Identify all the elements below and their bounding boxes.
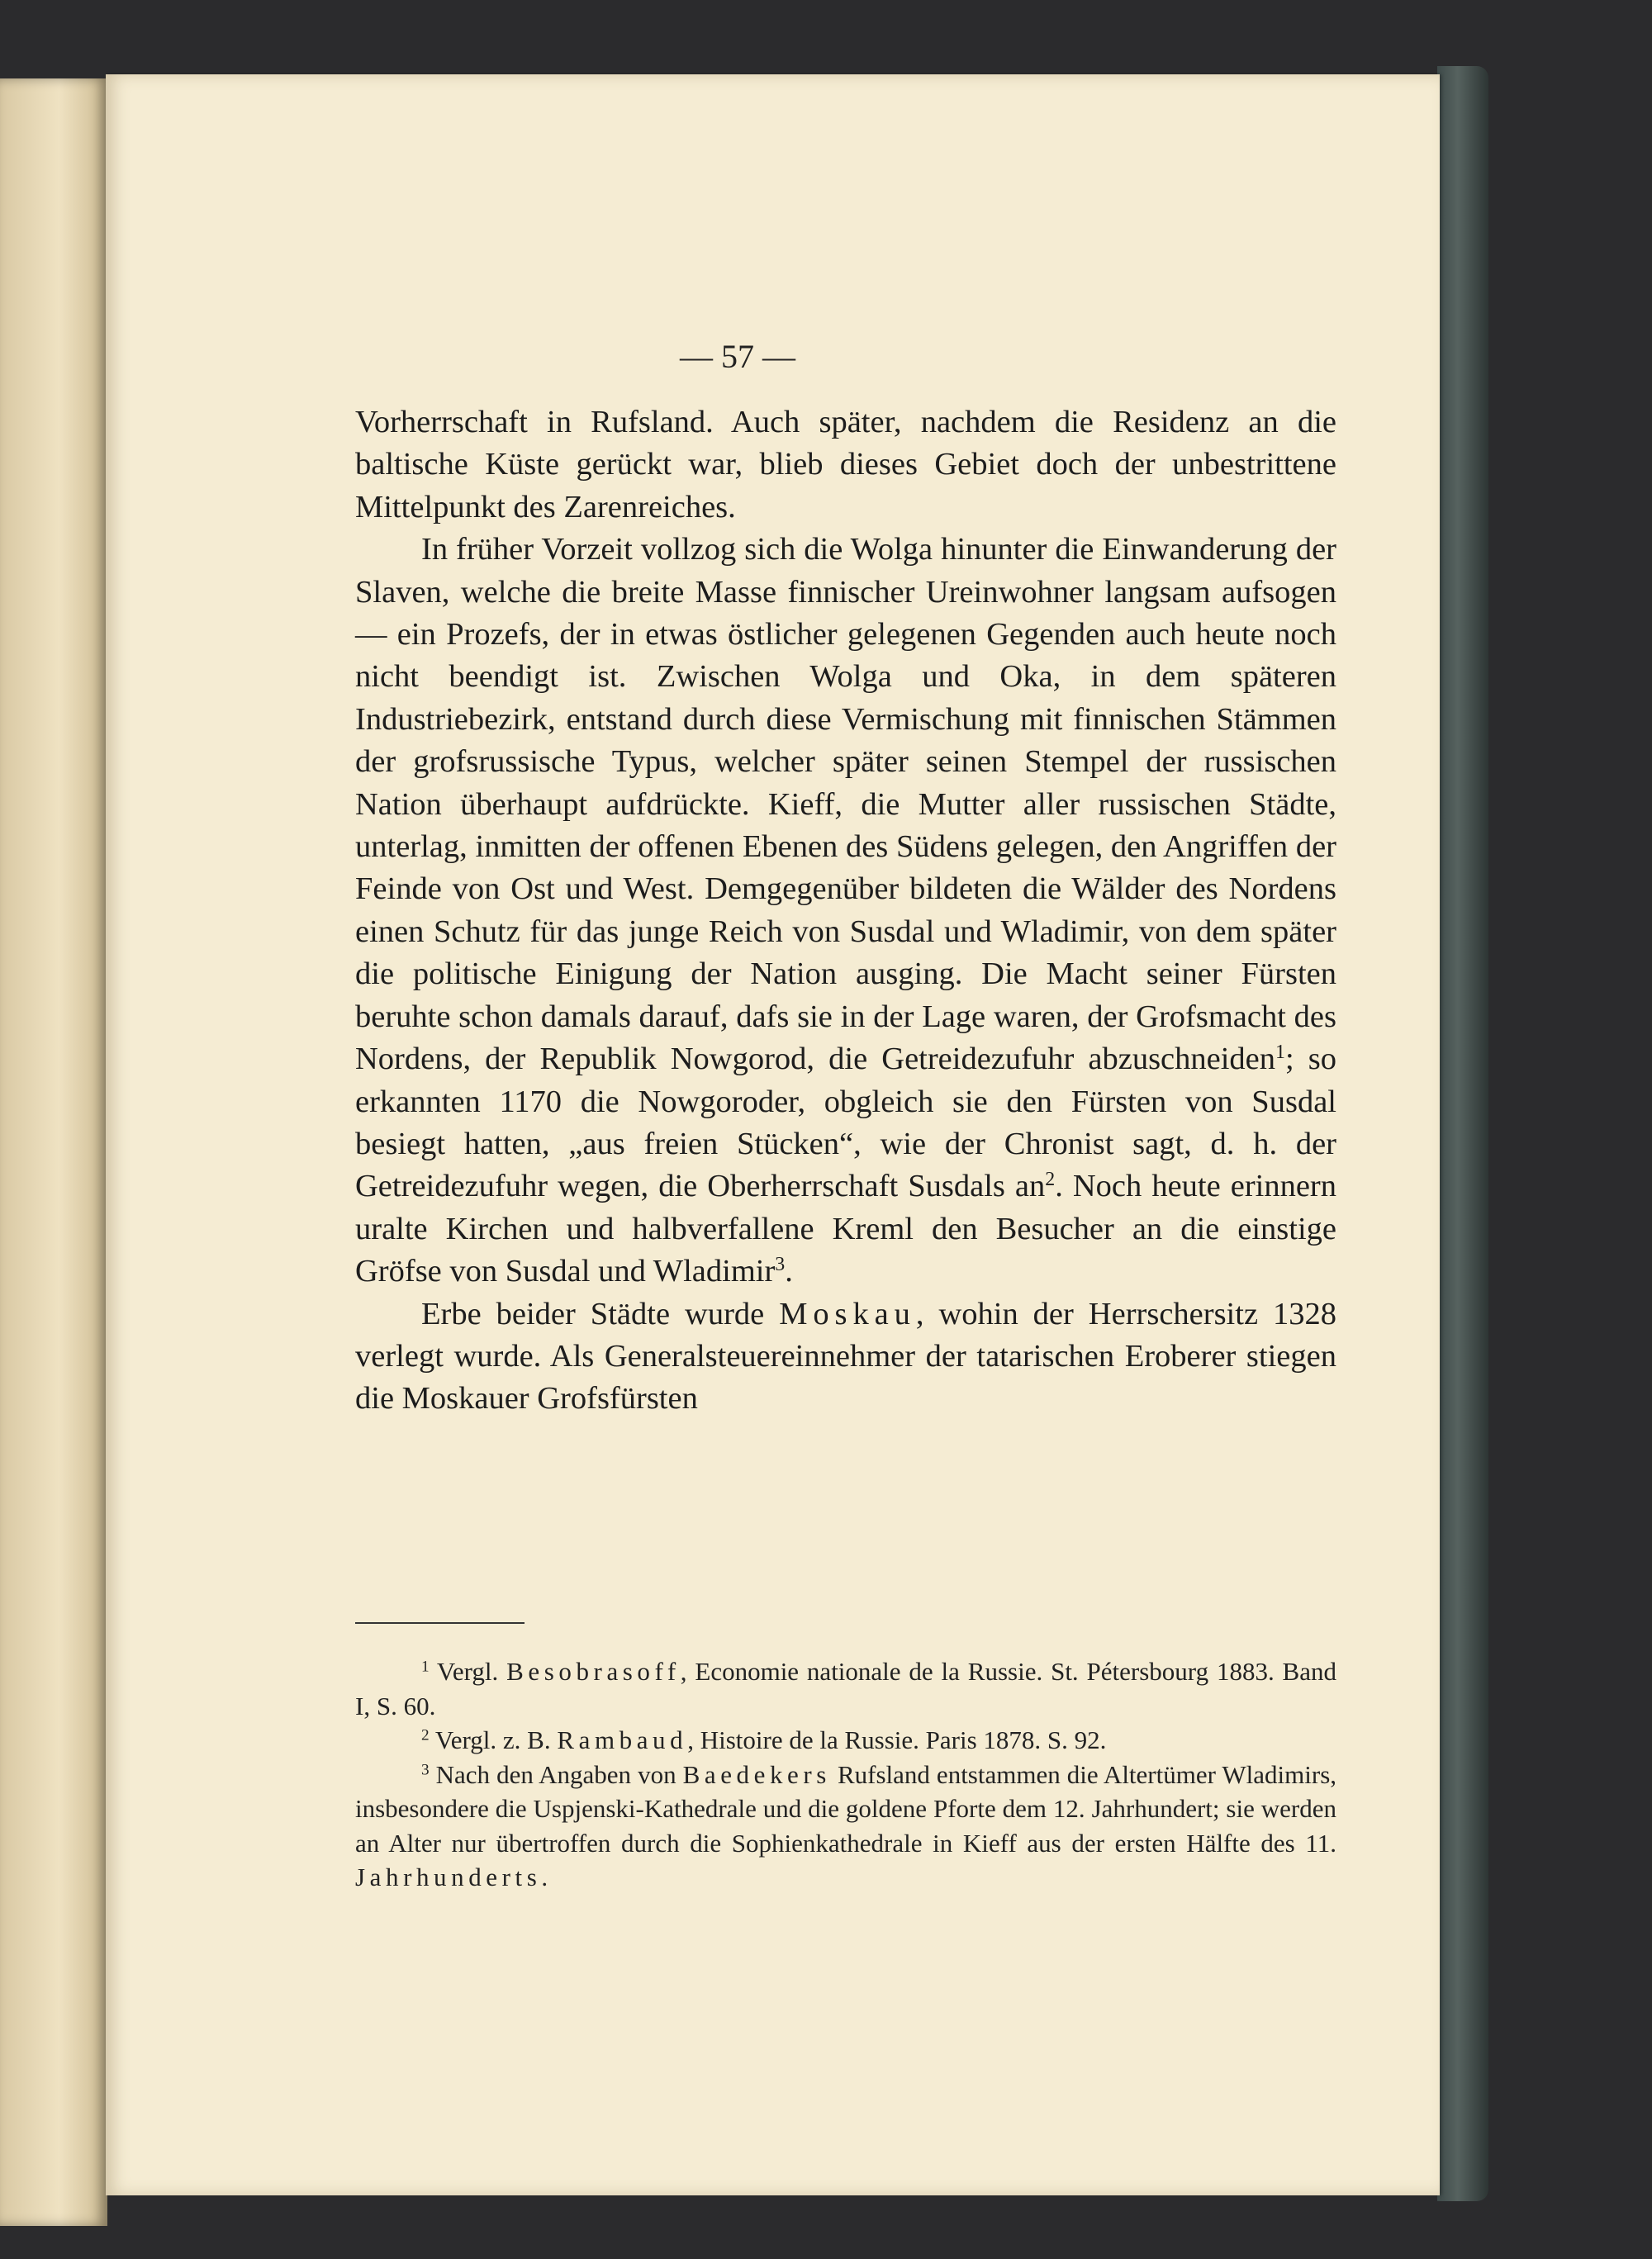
emphasis-moskau: Moskau: [779, 1296, 916, 1331]
footnote-2: [355, 1723, 1336, 1758]
footnote-2-text: , Histoire de la Russie. Paris 1878. S. 92.: [687, 1725, 1107, 1754]
footnote-ref-2: 2: [1045, 1169, 1056, 1191]
footnote-2-author: Rambaud: [557, 1725, 688, 1754]
footnote-3: [355, 1758, 1336, 1895]
left-facing-page-edge: [0, 78, 107, 2226]
paragraph-1: Vorherrschaft in Rufsland. Auch später, nachdem die Residenz an die baltische Küste gerückt war, blieb dieses Gebiet doch der unbestrittene Mittelpunkt des Zarenreiches.: [355, 405, 1336, 524]
footnote-2-number: 2: [421, 1726, 430, 1744]
footnote-1-text: , Economie nationale de la Russie. St. Pétersbourg 1883. Band I, S. 60.: [355, 1657, 1336, 1720]
book-cover-edge: [1437, 66, 1488, 2201]
footnotes: [355, 1654, 1336, 1895]
paragraph-2-text-b: ; so erkannten 1170 die Nowgoroder, obgleich sie den Fürsten von Susdal besiegt hatten, „aus freien Stücken“, wie der Chronist sagt, d. h. der Getreidezufuhr wegen, die Oberherrschaft Susdals an: [355, 1042, 1336, 1204]
main-text: [355, 401, 1336, 1421]
footnote-divider: [355, 1622, 525, 1624]
footnote-1-author: Besobrasoff: [506, 1657, 681, 1686]
paragraph-2: [355, 529, 1336, 1293]
footnote-1-number: 1: [421, 1658, 430, 1676]
footnote-3-text-end: Jahrhunderts.: [355, 1863, 553, 1891]
paragraph-3: [355, 1293, 1336, 1421]
book-page: [106, 74, 1440, 2195]
footnote-2-prefix: Vergl. z. B.: [434, 1725, 551, 1754]
paragraph-3-text-b: , wohin der Herrschersitz 1328 verlegt wurde. Als Generalsteuereinnehmer der tatarischen Eroberer stiegen die Moskauer Grofsfürsten: [355, 1296, 1337, 1417]
paragraph-3-text-a: Erbe beider Städte wurde: [421, 1296, 765, 1331]
footnote-3-text: Rufsland entstammen die Altertümer Wladimirs, insbesondere die Uspjenski-Kathedrale und die goldene Pforte dem 12. Jahrhundert; sie werden an Alter nur übertroffen durch die Sophienkathedrale in Kieff aus der ersten Hälfte des 11.: [355, 1759, 1337, 1858]
footnote-ref-3: 3: [775, 1254, 786, 1275]
paragraph-2-text-d: .: [785, 1254, 793, 1289]
paragraph-2-text-c: . Noch heute erinnern uralte Kirchen und halbverfallene Kreml den Besucher an die einstige Gröfse von Susdal und Wladimir: [355, 1169, 1336, 1289]
footnote-ref-1: 1: [1275, 1041, 1285, 1063]
footnote-1-prefix: Vergl.: [436, 1657, 499, 1686]
footnote-3-number: 3: [421, 1760, 430, 1778]
page-number: — 57 —: [680, 338, 795, 375]
footnote-3-prefix: Nach den Angaben von: [435, 1759, 676, 1789]
paragraph-2-text-a: In früher Vorzeit vollzog sich die Wolga hinunter die Einwanderung der Slaven, welche die breite Masse finnischer Ureinwohner langsam aufsogen — ein Prozefs, der in etwas östlicher gelegenen Gegenden auch heute noch nicht beendigt ist. Zwischen Wolga und Oka, in dem späteren Industriebezirk, entstand durch diese Vermischung mit finnischen Stämmen der grofsrussische Typus, welcher später seinen Stempel der russischen Nation überhaupt aufdrückte. Kieff, die Mutter aller russischen Städte, unterlag, inmitten der offenen Ebenen des Südens gelegen, den Angriffen der Feinde von Ost und West. Demgegenüber bildeten die Wälder des Nordens einen Schutz für das junge Reich von Susdal und Wladimir, von dem später die politische Einigung der Nation ausging. Die Macht seiner Fürsten beruhte schon damals darauf, dafs sie in der Lage waren, der Grofsmacht des Nordens, der Republik Nowgorod, die Getreidezufuhr abzuschneiden: [355, 532, 1336, 1077]
footnote-1: [355, 1654, 1336, 1723]
footnote-3-author: Baedekers: [682, 1759, 831, 1789]
